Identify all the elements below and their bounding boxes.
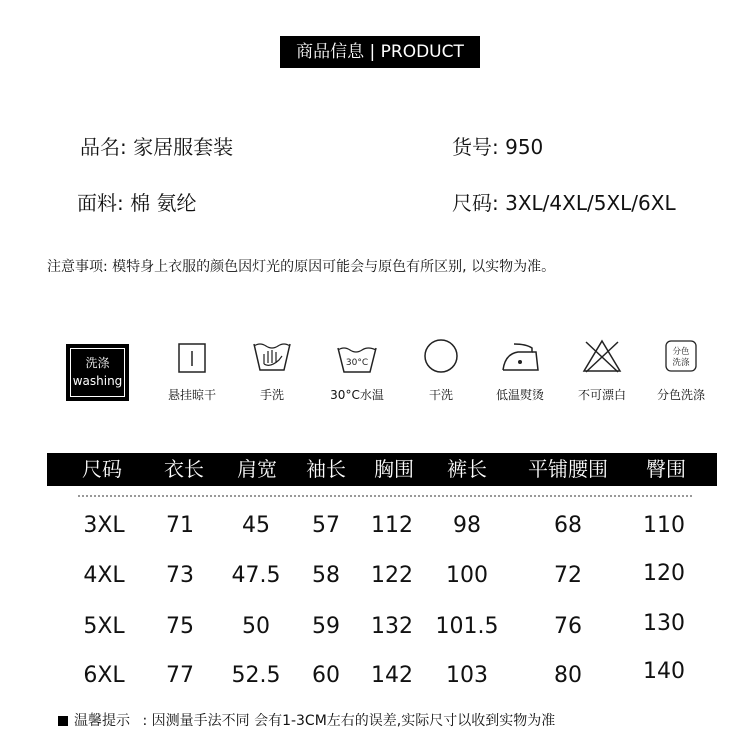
product-fabric-label: 面料: xyxy=(77,191,124,215)
cell-size: 6XL xyxy=(83,663,125,688)
cell-pants-length: 101.5 xyxy=(435,614,499,639)
cell-chest: 122 xyxy=(371,563,413,588)
header-pants-length: 裤长 xyxy=(447,457,487,481)
cell-pants-length: 103 xyxy=(446,663,488,688)
cell-waist: 72 xyxy=(554,563,582,588)
care-item-separate xyxy=(664,339,698,377)
cell-waist: 80 xyxy=(554,663,582,688)
hang-dry-icon xyxy=(172,342,212,378)
product-sizes xyxy=(452,187,676,216)
cell-chest: 112 xyxy=(371,513,413,538)
header-length: 衣长 xyxy=(164,457,204,481)
care-label-wash-30: 30°C水温 xyxy=(330,388,384,402)
size-table-header xyxy=(47,453,717,486)
product-sizes-value: 3XL/4XL/5XL/6XL xyxy=(505,191,676,215)
cell-sleeve: 57 xyxy=(312,513,340,538)
cell-shoulder: 45 xyxy=(242,513,270,538)
cell-size: 5XL xyxy=(83,614,125,639)
care-label-no-bleach: 不可漂白 xyxy=(577,388,626,402)
washing-badge-frame xyxy=(70,348,125,397)
cell-length: 75 xyxy=(166,614,194,639)
care-label-dry-clean: 干洗 xyxy=(428,388,453,402)
cell-chest: 132 xyxy=(371,614,413,639)
cell-hip: 120 xyxy=(643,561,685,586)
wash-30c-icon xyxy=(337,342,377,378)
product-sizes-label: 尺码: xyxy=(452,191,499,215)
cell-sleeve: 59 xyxy=(312,614,340,639)
cell-shoulder: 52.5 xyxy=(231,663,281,688)
product-fabric xyxy=(77,187,196,216)
care-label-hand-wash: 手洗 xyxy=(259,388,284,402)
care-item-wash-30 xyxy=(337,342,377,382)
washing-badge-en: washing xyxy=(72,374,123,388)
iron-low-icon xyxy=(500,338,540,374)
dry-clean-icon xyxy=(421,338,461,374)
header-shoulder: 肩宽 xyxy=(237,457,277,481)
care-item-dry-clean xyxy=(421,338,461,378)
warm-tip-label: 温馨提示 xyxy=(74,713,130,729)
care-item-no-bleach xyxy=(582,338,622,378)
product-name-value: 家居服套装 xyxy=(133,135,234,159)
care-item-iron xyxy=(500,338,540,378)
cell-size: 4XL xyxy=(83,563,125,588)
bullet-square-icon xyxy=(58,716,68,726)
washing-badge xyxy=(67,345,128,400)
cell-length: 77 xyxy=(166,663,194,688)
header-chest: 胸围 xyxy=(374,457,414,481)
hand-wash-icon xyxy=(252,338,292,374)
cell-pants-length: 100 xyxy=(446,563,488,588)
product-code-value: 950 xyxy=(505,135,544,159)
header-hip: 臀围 xyxy=(646,457,686,481)
header-waist: 平铺腰围 xyxy=(528,457,608,481)
product-code-label: 货号: xyxy=(452,135,499,159)
washing-badge-cn: 洗涤 xyxy=(85,356,110,370)
cell-shoulder: 50 xyxy=(242,614,270,639)
product-code xyxy=(452,131,543,160)
table-divider xyxy=(78,495,692,497)
cell-waist: 68 xyxy=(554,513,582,538)
product-name-label: 品名: xyxy=(80,135,127,159)
separate-wash-icon xyxy=(664,339,698,373)
separate-wash-icon-text-2: 洗涤 xyxy=(672,358,690,368)
care-item-hand-wash xyxy=(252,338,292,378)
section-title: 商品信息 | PRODUCT xyxy=(280,36,480,68)
cell-waist: 76 xyxy=(554,614,582,639)
notice-text: 注意事项: 模特身上衣服的颜色因灯光的原因可能会与原色有所区别, 以实物为准。 xyxy=(47,259,556,275)
cell-length: 71 xyxy=(166,513,194,538)
warm-tip xyxy=(58,710,555,730)
cell-hip: 140 xyxy=(643,659,685,684)
cell-hip: 110 xyxy=(643,513,685,538)
separate-wash-icon-text-1: 分色 xyxy=(672,347,690,357)
cell-size: 3XL xyxy=(83,513,125,538)
cell-shoulder: 47.5 xyxy=(231,563,281,588)
product-name xyxy=(80,131,233,160)
warm-tip-text: : 因测量手法不同 会有1-3CM左右的误差,实际尺寸以收到实物为准 xyxy=(142,713,556,729)
care-label-separate: 分色洗涤 xyxy=(656,388,705,402)
cell-hip: 130 xyxy=(643,611,685,636)
no-bleach-icon xyxy=(582,338,622,374)
cell-sleeve: 58 xyxy=(312,563,340,588)
cell-pants-length: 98 xyxy=(453,513,481,538)
header-size: 尺码 xyxy=(82,457,122,481)
care-label-hang-dry: 悬挂晾干 xyxy=(167,388,216,402)
wash-30c-icon-text: 30°C xyxy=(345,358,369,368)
product-fabric-value: 棉 氨纶 xyxy=(130,191,197,215)
care-label-iron: 低温熨烫 xyxy=(495,388,544,402)
cell-length: 73 xyxy=(166,563,194,588)
header-sleeve: 袖长 xyxy=(306,457,346,481)
cell-sleeve: 60 xyxy=(312,663,340,688)
cell-chest: 142 xyxy=(371,663,413,688)
care-item-hang-dry xyxy=(172,342,212,382)
